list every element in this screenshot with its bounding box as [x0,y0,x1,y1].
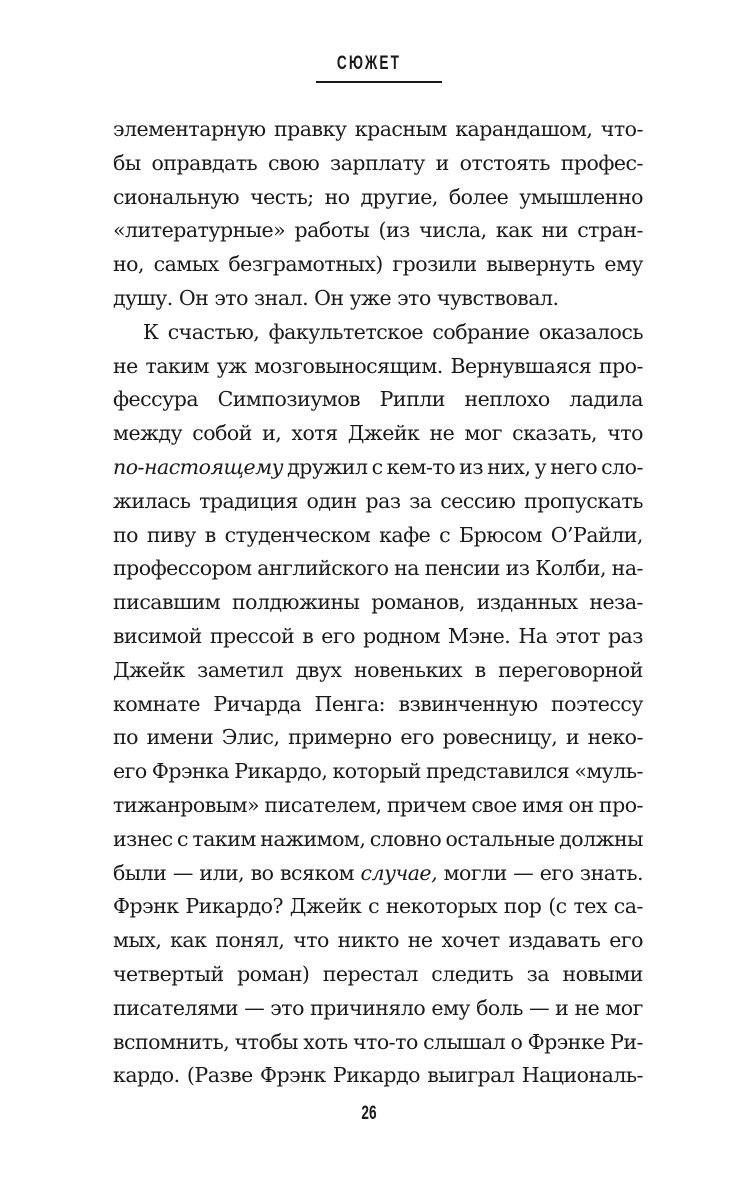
word: уже [349,285,392,310]
word: следить [431,961,514,986]
word: Вернувшаяся [450,353,592,378]
text-line [113,1059,643,1093]
word: и [435,150,449,175]
word: четвертый [113,961,224,986]
word: оказалось [538,319,643,344]
word: кем-то [386,454,456,479]
word: его [321,623,355,648]
word: кафе [379,522,431,547]
word: изданных [476,590,578,615]
word: пиву [146,522,196,547]
word: причиняло [310,995,426,1020]
word: знал. [253,285,309,310]
word: пор [503,894,542,919]
text-line [113,688,643,722]
word: ровесницу, [442,725,558,750]
word: на [394,556,419,581]
text-line [113,214,643,248]
text-line [113,992,643,1026]
word: писавшим [113,590,221,615]
word: мозговыносящим. [254,353,443,378]
word: за [526,961,550,986]
word: романов, [371,590,465,615]
word: фессура [113,387,199,412]
word: вспомнить, [113,1029,230,1054]
text-line [113,924,643,958]
word: таким [145,353,209,378]
word: Мэне. [448,623,511,648]
word: и, [262,421,282,446]
text-line [113,721,643,755]
word: «литературные» [113,218,286,243]
word: хоть [303,1029,348,1054]
word: сло- [601,454,643,479]
word: раз [607,623,643,648]
word: — [529,995,550,1020]
word: что [607,421,643,446]
word: всяком [280,860,355,885]
word: — [244,995,265,1020]
body-text [113,113,643,1093]
word: неко- [587,725,643,750]
word: между [113,421,183,446]
word: таким [192,826,256,851]
word: знать. [579,860,643,885]
word: (с [548,894,567,919]
word: профессором [113,556,252,581]
word: элементарную [113,117,266,141]
text-line [113,147,643,181]
word: что- [600,117,643,141]
word: Рикардо? [185,894,283,919]
word: умышленно [519,184,643,209]
word: с [177,826,188,851]
word: случае, [360,860,438,885]
word: дружил [287,454,368,479]
word: должны [559,826,643,851]
word: Националь- [521,1063,643,1088]
text-line [113,890,643,924]
word: за [409,488,432,513]
word: — [513,860,534,885]
word: висимой [113,623,202,648]
text-line [113,485,643,519]
word: в [474,657,486,682]
word: поэтессу [550,691,643,716]
word: писателем, [264,792,382,817]
word: уж [216,353,247,378]
word: пенсии [424,556,500,581]
word: во [250,860,274,885]
word: по [113,522,139,547]
word: собрание [432,319,530,344]
text-line [113,586,643,620]
word: новыми [562,961,643,986]
word: прессой [209,623,295,648]
word: чувствовал. [436,285,559,310]
word: в [204,522,216,547]
word: выиграл [427,1063,515,1088]
word: грозили [392,252,477,277]
word: не [574,995,600,1020]
word: по-настоящему [113,454,284,479]
word: боль [476,995,523,1020]
word: это [270,995,304,1020]
word: безграмотных) [228,252,383,277]
word: Он [314,285,344,310]
word: ладила [569,387,643,412]
word: Джейк [289,894,362,919]
text-line [113,654,643,688]
word: хочет [441,928,500,953]
word: но [324,184,350,209]
word: красным [354,117,447,141]
word: издавать [508,928,601,953]
word: мых, [113,928,162,953]
word: Симпозиумов [217,387,361,412]
text-line [113,755,643,789]
word: са- [613,894,643,919]
word: Ричарда [213,691,302,716]
word: его [609,928,643,953]
word: традиция [199,488,298,513]
word: по [113,725,139,750]
word: но, [113,252,145,277]
text-line [113,248,643,282]
word: Фрэнке [527,1029,605,1054]
word: Пенга: [314,691,386,716]
word: не [113,353,138,378]
text-line [113,282,643,316]
word: Брюсом [459,522,542,547]
word: писателями [113,995,239,1020]
word: К [143,319,159,344]
word: комнате [113,691,200,716]
word: мог [464,421,502,446]
word: английского [257,556,389,581]
word: зарплату [330,150,425,175]
word: тех [573,894,607,919]
word: Фрэнк [260,1063,326,1088]
word: Рикардо, [234,759,328,784]
word: вывернуть [486,252,595,277]
word: отстоять [459,150,550,175]
word: неплохо [464,387,550,412]
word: это [214,285,248,310]
word: жилась [113,488,191,513]
word: его [113,759,147,784]
word: это [397,285,431,310]
word: двух [295,657,342,682]
word: остальные [445,826,555,851]
word: были [113,860,167,885]
running-head-title: СЮЖЕТ [336,53,402,74]
word: понял, [215,928,285,953]
word: про- [598,353,643,378]
word: них, [487,454,531,479]
text-line [113,1026,643,1060]
word: сессию [440,488,516,513]
word: ни [541,218,568,243]
text-line [113,451,643,485]
word: числа, [419,218,487,243]
word: Ри- [610,1029,643,1054]
word: На [518,623,548,648]
word: свою [268,150,320,175]
word: который [332,759,421,784]
text-line [113,113,643,147]
word: Он [178,285,209,310]
word: не [407,928,433,953]
text-line [113,519,643,553]
text-line [113,417,643,451]
word: — [172,860,193,885]
word: (Разве [186,1063,253,1088]
word: студенческом [224,522,371,547]
word: тижанровым» [113,792,260,817]
word: полдюжины [232,590,360,615]
word: один [306,488,357,513]
word: нажимом, [260,826,366,851]
word: в [302,623,314,648]
word: Рипли [379,387,445,412]
word: про- [598,792,643,817]
word: что-то [352,1029,418,1054]
word: мог [605,995,643,1020]
word: работы [294,218,370,243]
word: Фрэнк [113,894,179,919]
word: новеньких [354,657,463,682]
word: из [505,556,530,581]
word: с [368,894,380,919]
word: могли [443,860,507,885]
word: примерно [288,725,392,750]
word: собой [192,421,252,446]
word: о [510,1029,523,1054]
word: другие, [360,184,438,209]
text-line [113,350,643,384]
word: родном [362,623,441,648]
word: представился [425,759,570,784]
running-head-rule [316,81,442,83]
word: и [555,995,569,1020]
word: роман) [237,961,310,986]
word: взвинченную [398,691,538,716]
word: ему [604,252,643,277]
word: имени [146,725,214,750]
word: правку [273,117,347,141]
word: его [539,860,574,885]
word: никто [337,928,399,953]
word: неза- [589,590,643,615]
page-number: 26 [361,1103,377,1124]
word: сказать, [512,421,598,446]
word: пропускать [524,488,643,513]
word: «муль- [574,759,643,784]
word: Рикардо [332,1063,421,1088]
word: как [170,928,207,953]
word: с [371,454,383,479]
word: на- [611,556,643,581]
word: честь; [250,184,314,209]
text-line [113,620,643,654]
word: душу. [113,285,173,310]
word: его [400,725,435,750]
word: из [459,454,484,479]
word: чтобы [234,1029,298,1054]
text-line [113,181,643,215]
word: Джейк [347,421,420,446]
word: этот [555,623,600,648]
word: с [439,522,451,547]
word: переговорной [498,657,643,682]
word: имя [522,792,564,817]
word: профес- [560,150,643,175]
word: самых [153,252,219,277]
word: факультетское [268,319,424,344]
word: у [534,454,547,479]
word: или, [199,860,245,885]
word: сиональную [113,184,240,209]
word: раз [365,488,401,513]
word: не [429,421,455,446]
text-line [113,958,643,992]
word: кардо. [113,1063,180,1088]
word: он [568,792,594,817]
word: свое [471,792,517,817]
word: изнес [113,826,173,851]
word: причем [386,792,466,817]
word: как [495,218,533,243]
word: ему [431,995,470,1020]
text-line [113,789,643,823]
word: (из [378,218,410,243]
word: карандашом, [455,117,593,141]
text-line [113,552,643,586]
word: бы [113,150,141,175]
word: Колби, [535,556,606,581]
word: заметил [197,657,284,682]
word: О’Райли, [550,522,643,547]
word: перестал [322,961,418,986]
text-line [113,857,643,891]
word: и [565,725,580,750]
word: хотя [291,421,338,446]
word: стран- [577,218,643,243]
text-line [113,383,643,417]
text-line [113,823,643,857]
word: некоторых [385,894,498,919]
word: Элис, [221,725,280,750]
word: Джейк [113,657,185,682]
word: Фрэнка [151,759,230,784]
text-line [113,316,643,350]
word: более [448,184,509,209]
word: словно [369,826,442,851]
word: что [293,928,329,953]
word: слышал [423,1029,506,1054]
word: счастью, [167,319,260,344]
word: оправдать [151,150,258,175]
word: него [550,454,598,479]
